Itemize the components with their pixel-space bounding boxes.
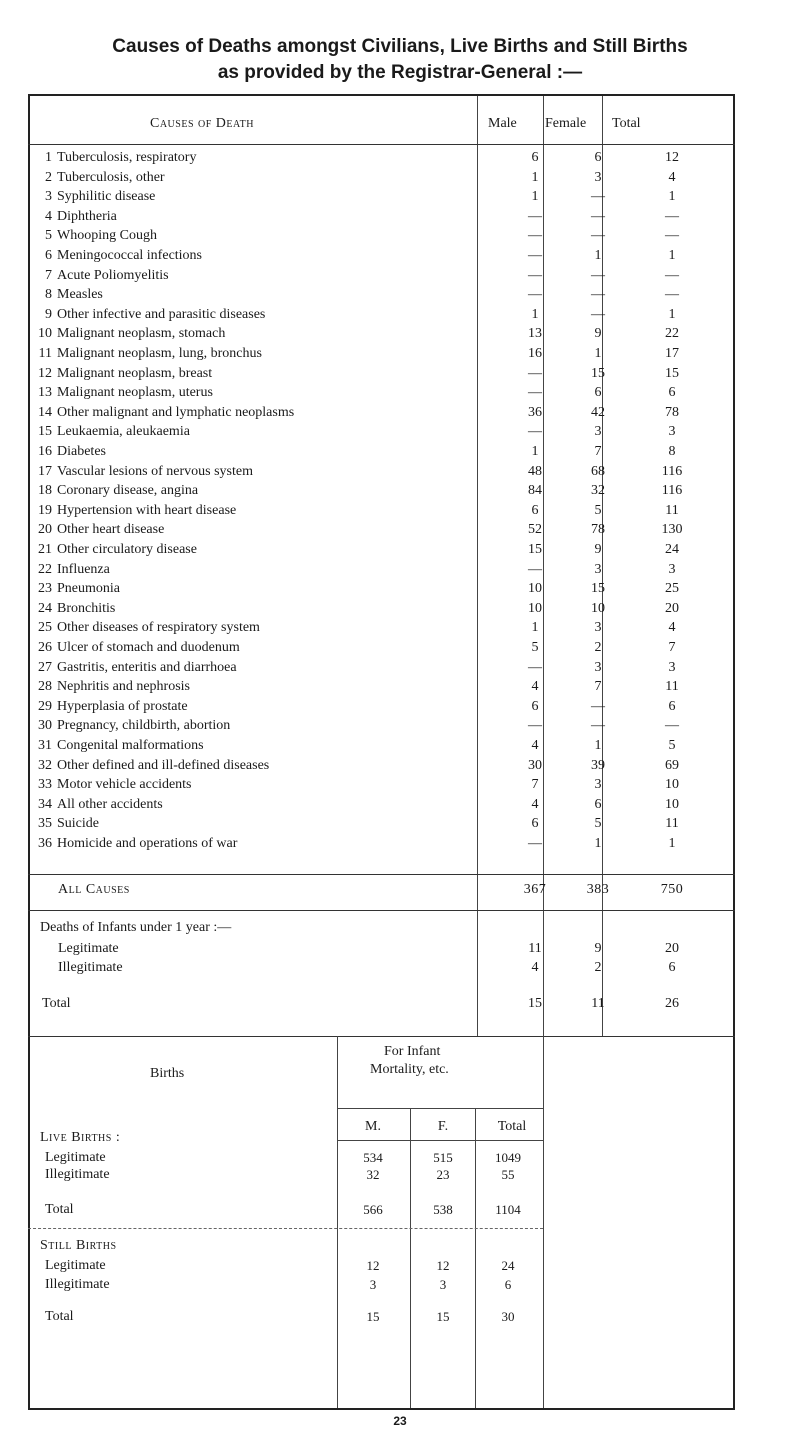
table-row <box>30 716 733 735</box>
row-male: — <box>528 836 542 851</box>
row-male: 6 <box>531 698 539 714</box>
row-total: 24 <box>665 542 679 557</box>
row-cause: Tuberculosis, respiratory <box>57 150 197 165</box>
table-row <box>30 658 733 677</box>
still-illegit-total: 6 <box>504 1277 512 1292</box>
row-female: 1 <box>594 738 602 753</box>
row-number: 36 <box>38 836 52 851</box>
still-births-heading: Still Births <box>40 1238 117 1253</box>
row-female: — <box>591 718 605 734</box>
births-colhdr-rule <box>337 1140 543 1141</box>
infants-total-female: 11 <box>591 996 605 1011</box>
row-female: 5 <box>594 502 602 518</box>
row-number: 4 <box>45 208 52 224</box>
row-total: 1 <box>668 836 676 851</box>
row-male: 4 <box>531 738 539 753</box>
row-male: — <box>528 424 542 440</box>
infants-total-male: 15 <box>528 996 542 1011</box>
table-row <box>30 775 733 794</box>
row-female: 42 <box>591 404 605 420</box>
row-total: 10 <box>665 796 679 812</box>
live-total-m: 566 <box>363 1202 383 1217</box>
row-cause: Diabetes <box>57 444 106 459</box>
row-total: 116 <box>661 483 683 499</box>
row-total: 3 <box>668 561 676 577</box>
still-total-label: Total <box>45 1309 74 1324</box>
row-cause: Leukaemia, aleukaemia <box>57 424 190 440</box>
row-number: 1 <box>45 150 52 165</box>
table-row <box>30 226 733 245</box>
row-cause: Malignant neoplasm, lung, bronchus <box>57 346 262 361</box>
row-number: 33 <box>38 777 52 793</box>
live-total-total: 1104 <box>495 1202 521 1217</box>
row-number: 8 <box>45 287 52 303</box>
row-number: 2 <box>45 169 52 185</box>
row-number: 23 <box>38 581 52 597</box>
row-total: 22 <box>665 326 679 342</box>
row-number: 26 <box>38 640 52 655</box>
table-row <box>30 285 733 304</box>
row-number: 32 <box>38 757 52 773</box>
table-row <box>30 736 733 755</box>
row-number: 19 <box>38 502 52 518</box>
row-female: — <box>591 208 605 224</box>
still-legit-m: 12 <box>366 1258 380 1273</box>
births-col-total: Total <box>497 1119 527 1134</box>
table-row <box>30 579 733 598</box>
table-row <box>30 305 733 324</box>
infants-illegitimate-male: 4 <box>531 960 539 975</box>
row-cause: Acute Poliomyelitis <box>57 267 169 283</box>
still-legit-total: 24 <box>501 1258 515 1273</box>
infants-illegitimate-female: 2 <box>594 960 602 975</box>
all-causes-rule-bottom <box>28 910 735 911</box>
table-row <box>30 677 733 696</box>
row-male: 30 <box>528 757 542 773</box>
row-male: 13 <box>528 326 542 342</box>
table-row <box>30 599 733 618</box>
births-sep-f <box>475 1108 476 1408</box>
live-legit-m: 534 <box>363 1150 383 1165</box>
table-row <box>30 324 733 343</box>
row-cause: Pneumonia <box>57 581 120 597</box>
infants-legitimate-label: Legitimate <box>58 941 119 956</box>
births-subheader-rule <box>337 1108 543 1109</box>
all-causes-female: 383 <box>586 882 610 897</box>
row-male: 1 <box>531 444 539 459</box>
row-female: — <box>591 267 605 283</box>
live-illegit-m: 32 <box>366 1167 380 1182</box>
row-female: 32 <box>591 483 605 499</box>
row-male: — <box>528 228 542 244</box>
row-total: 6 <box>668 698 676 714</box>
row-cause: Diphtheria <box>57 208 117 224</box>
all-causes-male: 367 <box>523 882 547 897</box>
row-cause: Nephritis and nephrosis <box>57 679 190 695</box>
row-female: 39 <box>591 757 605 773</box>
table-row <box>30 520 733 539</box>
still-total-f: 15 <box>436 1309 450 1324</box>
row-male: 5 <box>531 640 539 655</box>
infants-total-label: Total <box>42 996 71 1011</box>
births-label: Births <box>150 1066 185 1081</box>
row-female: 3 <box>594 424 602 440</box>
table-row <box>30 148 733 167</box>
row-number: 29 <box>38 698 52 714</box>
row-cause: Other defined and ill-defined diseases <box>57 757 270 773</box>
row-male: — <box>528 718 542 734</box>
row-male: 10 <box>528 600 542 616</box>
row-male: 48 <box>528 463 542 479</box>
births-sep-m <box>410 1108 411 1408</box>
row-total: 11 <box>665 502 679 518</box>
row-female: 6 <box>594 796 602 812</box>
row-number: 31 <box>38 738 52 753</box>
row-number: 34 <box>38 796 52 812</box>
row-cause: Homicide and operations of war <box>57 836 238 851</box>
row-number: 27 <box>38 659 52 675</box>
table-row <box>30 638 733 657</box>
row-cause: Motor vehicle accidents <box>57 777 192 793</box>
live-illegit-total: 55 <box>501 1167 515 1182</box>
row-cause: Vascular lesions of nervous system <box>57 463 253 479</box>
row-female: 9 <box>594 326 602 342</box>
row-cause: Other malignant and lymphatic neoplasms <box>57 404 295 420</box>
row-male: — <box>528 561 542 577</box>
for-infant-line1: For Infant <box>384 1044 441 1059</box>
live-illegit-f: 23 <box>436 1167 450 1182</box>
row-cause: Other diseases of respiratory system <box>57 620 260 636</box>
header-male: Male <box>488 116 517 131</box>
live-legit-label: Legitimate <box>45 1150 106 1165</box>
row-male: 6 <box>531 816 539 832</box>
row-female: 5 <box>594 816 602 832</box>
row-cause: Malignant neoplasm, breast <box>57 365 213 381</box>
row-cause: Hyperplasia of prostate <box>57 698 188 714</box>
row-total: 4 <box>668 169 676 185</box>
table-row <box>30 383 733 402</box>
infants-legitimate-row <box>30 939 733 958</box>
row-number: 5 <box>45 228 52 244</box>
row-cause: Malignant neoplasm, uterus <box>57 385 213 401</box>
row-male: — <box>528 659 542 675</box>
row-male: 1 <box>531 620 539 636</box>
page-number: 23 <box>393 1414 407 1428</box>
row-total: — <box>665 208 679 224</box>
live-births-heading: Live Births : <box>40 1130 121 1145</box>
still-legit-label: Legitimate <box>45 1258 106 1273</box>
row-number: 35 <box>38 816 52 832</box>
still-births-rule <box>28 1228 543 1229</box>
row-female: 15 <box>591 581 605 597</box>
row-male: — <box>528 208 542 224</box>
row-number: 10 <box>38 326 52 342</box>
row-total: 78 <box>665 404 679 420</box>
row-number: 6 <box>45 248 52 263</box>
row-male: 52 <box>528 522 542 538</box>
row-cause: Pregnancy, childbirth, abortion <box>57 718 231 734</box>
row-female: — <box>591 189 605 205</box>
row-cause: Bronchitis <box>57 600 116 616</box>
row-total: 6 <box>668 385 676 401</box>
row-total: 11 <box>665 679 679 695</box>
row-total: 3 <box>668 659 676 675</box>
row-number: 17 <box>38 463 52 479</box>
row-female: — <box>591 306 605 322</box>
row-female: 6 <box>594 150 602 165</box>
row-cause: Tuberculosis, other <box>57 169 165 185</box>
table-row <box>30 462 733 481</box>
row-male: 36 <box>528 404 542 420</box>
row-number: 9 <box>45 306 52 322</box>
row-cause: Suicide <box>57 816 99 832</box>
row-cause: All other accidents <box>57 796 163 812</box>
still-legit-f: 12 <box>436 1258 450 1273</box>
infants-total-total: 26 <box>665 996 679 1011</box>
row-cause: Coronary disease, angina <box>57 483 199 499</box>
births-sep-right <box>543 1036 544 1408</box>
live-legit-total: 1049 <box>495 1150 521 1165</box>
row-number: 25 <box>38 620 52 636</box>
row-female: 3 <box>594 169 602 185</box>
table-row <box>30 344 733 363</box>
table-row <box>30 168 733 187</box>
header-female: Female <box>545 116 587 131</box>
row-cause: Whooping Cough <box>57 228 157 244</box>
table-row <box>30 697 733 716</box>
row-male: — <box>528 365 542 381</box>
table-row <box>30 266 733 285</box>
row-female: — <box>591 228 605 244</box>
table-row <box>30 364 733 383</box>
table-row <box>30 481 733 500</box>
row-cause: Measles <box>57 287 103 303</box>
row-total: 11 <box>665 816 679 832</box>
row-cause: Congenital malformations <box>57 738 204 753</box>
infants-total-row <box>30 994 733 1013</box>
table-row <box>30 814 733 833</box>
still-illegit-label: Illegitimate <box>45 1277 110 1292</box>
row-number: 7 <box>45 267 52 283</box>
row-cause: Other circulatory disease <box>57 542 197 557</box>
row-male: 1 <box>531 306 539 322</box>
row-total: 1 <box>668 306 676 322</box>
row-male: 7 <box>531 777 539 793</box>
still-illegit-m: 3 <box>369 1277 377 1292</box>
row-total: 116 <box>661 463 683 479</box>
row-total: — <box>665 228 679 244</box>
still-total-total: 30 <box>501 1309 515 1324</box>
infants-legitimate-male: 11 <box>528 941 542 956</box>
infants-heading: Deaths of Infants under 1 year :— <box>40 920 232 935</box>
row-male: 1 <box>531 169 539 185</box>
infants-illegitimate-total: 6 <box>668 960 676 975</box>
row-cause: Other infective and parasitic diseases <box>57 306 266 322</box>
table-row <box>30 207 733 226</box>
row-cause: Other heart disease <box>57 522 165 538</box>
row-cause: Malignant neoplasm, stomach <box>57 326 226 342</box>
row-total: 8 <box>668 444 676 459</box>
still-illegit-f: 3 <box>439 1277 447 1292</box>
all-causes-total: 750 <box>660 882 684 897</box>
row-total: — <box>665 718 679 734</box>
row-male: 15 <box>528 542 542 557</box>
row-male: 84 <box>528 483 542 499</box>
row-total: 5 <box>668 738 676 753</box>
still-total-m: 15 <box>366 1309 380 1324</box>
infants-rule-bottom <box>28 1036 735 1037</box>
table-row <box>30 187 733 206</box>
table-row <box>30 403 733 422</box>
row-cause: Influenza <box>57 561 110 577</box>
row-female: 3 <box>594 620 602 636</box>
row-female: 3 <box>594 659 602 675</box>
row-total: — <box>665 287 679 303</box>
table-row <box>30 540 733 559</box>
header-causes: Causes of Death <box>150 116 254 131</box>
row-total: — <box>665 267 679 283</box>
row-total: 130 <box>661 522 683 538</box>
row-number: 14 <box>38 404 52 420</box>
row-female: 3 <box>594 561 602 577</box>
row-number: 24 <box>38 600 52 616</box>
title-line-2: as provided by the Registrar-General :— <box>217 62 583 83</box>
infants-legitimate-total: 20 <box>665 941 679 956</box>
row-total: 12 <box>665 150 679 165</box>
row-total: 20 <box>665 600 679 616</box>
births-col-m: M. <box>365 1119 381 1134</box>
live-illegit-label: Illegitimate <box>45 1167 110 1182</box>
row-male: — <box>528 267 542 283</box>
row-female: 7 <box>594 444 602 459</box>
table-row <box>30 501 733 520</box>
row-female: 9 <box>594 542 602 557</box>
row-number: 18 <box>38 483 52 499</box>
row-female: 6 <box>594 385 602 401</box>
births-col-f: F. <box>437 1119 449 1134</box>
all-causes-rule-top <box>28 874 735 875</box>
table-row <box>30 422 733 441</box>
row-total: 4 <box>668 620 676 636</box>
row-male: 10 <box>528 581 542 597</box>
header-rule <box>28 144 735 145</box>
row-cause: Ulcer of stomach and duodenum <box>57 640 240 655</box>
for-infant-line2: Mortality, etc. <box>370 1062 449 1077</box>
row-female: 2 <box>594 640 602 655</box>
live-legit-f: 515 <box>433 1150 453 1165</box>
table-row <box>30 560 733 579</box>
row-female: 1 <box>594 836 602 851</box>
row-total: 1 <box>668 189 676 205</box>
row-female: 68 <box>591 463 605 479</box>
row-total: 3 <box>668 424 676 440</box>
row-cause: Syphilitic disease <box>57 189 156 205</box>
row-male: 16 <box>528 346 542 361</box>
row-female: — <box>591 287 605 303</box>
births-sep-left <box>337 1036 338 1408</box>
row-male: 6 <box>531 150 539 165</box>
row-female: 3 <box>594 777 602 793</box>
row-number: 21 <box>38 542 52 557</box>
row-male: — <box>528 248 542 263</box>
row-number: 30 <box>38 718 52 734</box>
infants-illegitimate-label: Illegitimate <box>58 960 123 975</box>
row-cause: Gastritis, enteritis and diarrhoea <box>57 659 237 675</box>
row-female: 10 <box>591 600 605 616</box>
row-male: — <box>528 385 542 401</box>
row-total: 17 <box>665 346 679 361</box>
row-male: 4 <box>531 796 539 812</box>
row-total: 25 <box>665 581 679 597</box>
row-number: 13 <box>38 385 52 401</box>
row-number: 22 <box>38 561 52 577</box>
row-number: 16 <box>38 444 52 459</box>
row-female: 78 <box>591 522 605 538</box>
table-row <box>30 618 733 637</box>
live-total-label: Total <box>45 1202 74 1217</box>
row-number: 15 <box>38 424 52 440</box>
live-total-f: 538 <box>433 1202 453 1217</box>
table-row <box>30 795 733 814</box>
row-total: 69 <box>665 757 679 773</box>
row-total: 15 <box>665 365 679 381</box>
row-male: 6 <box>531 502 539 518</box>
row-female: 15 <box>591 365 605 381</box>
row-female: 1 <box>594 248 602 263</box>
row-male: 1 <box>531 189 539 205</box>
row-total: 10 <box>665 777 679 793</box>
all-causes-label: All Causes <box>58 882 130 897</box>
row-number: 20 <box>38 522 52 538</box>
row-total: 1 <box>668 248 676 263</box>
row-number: 3 <box>45 189 52 205</box>
row-number: 12 <box>38 365 52 381</box>
row-number: 11 <box>38 346 52 361</box>
table-row <box>30 834 733 853</box>
row-female: — <box>591 698 605 714</box>
row-total: 7 <box>668 640 676 655</box>
row-male: — <box>528 287 542 303</box>
row-female: 1 <box>594 346 602 361</box>
infants-illegitimate-row <box>30 958 733 977</box>
row-female: 7 <box>594 679 602 695</box>
row-male: 4 <box>531 679 539 695</box>
infants-legitimate-female: 9 <box>594 941 602 956</box>
table-row <box>30 756 733 775</box>
row-cause: Meningococcal infections <box>57 248 203 263</box>
row-number: 28 <box>38 679 52 695</box>
all-causes-row <box>30 880 733 899</box>
header-total: Total <box>612 116 641 131</box>
table-row <box>30 442 733 461</box>
table-row <box>30 246 733 265</box>
row-cause: Hypertension with heart disease <box>57 502 237 518</box>
title-line-1: Causes of Deaths amongst Civilians, Live Births and Still Births <box>112 36 688 57</box>
